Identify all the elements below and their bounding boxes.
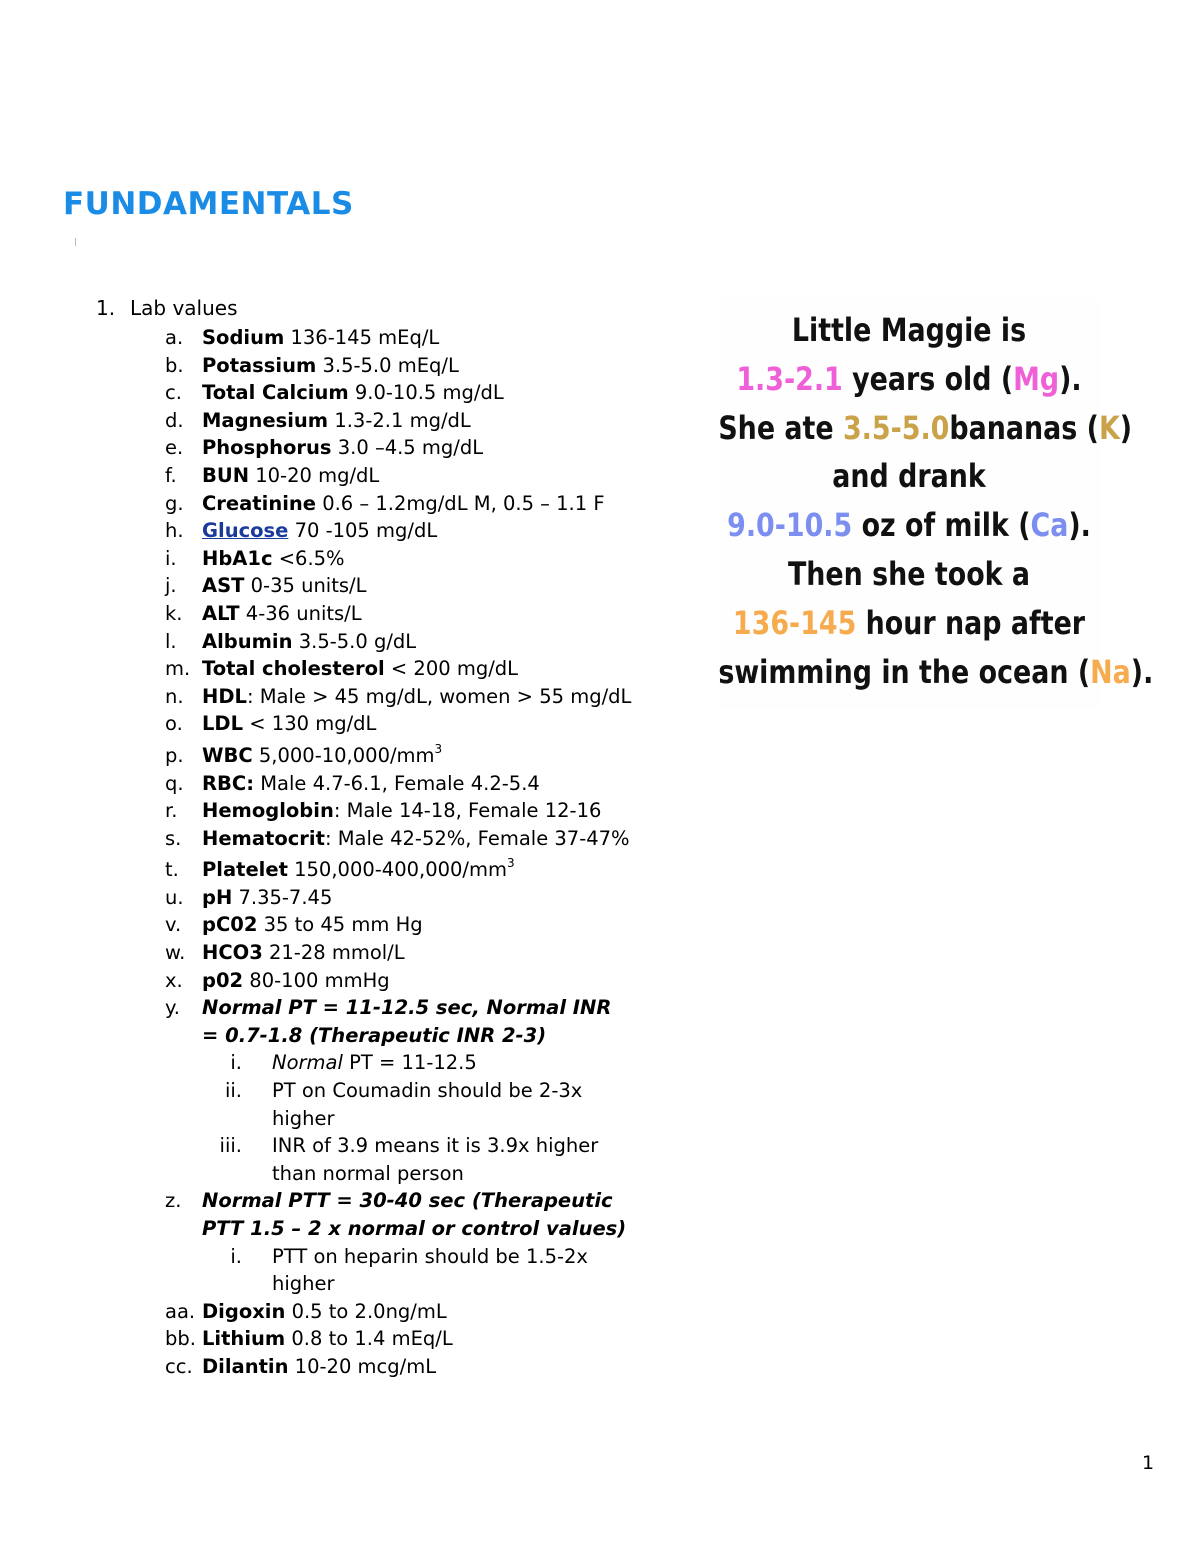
list-item: c. Total Calcium 9.0-10.5 mg/dL	[165, 381, 504, 405]
lab-values-list	[0, 324, 680, 1381]
list-item: q. RBC: Male 4.7-6.1, Female 4.2-5.4	[165, 771, 540, 795]
mnemonic-line: and drank	[832, 457, 986, 496]
sub-item: ii. PT on Coumadin should be 2-3x higher	[224, 1079, 583, 1130]
list-item: d. Magnesium 1.3-2.1 mg/dL	[165, 408, 471, 432]
mnemonic-line: Little Maggie is	[791, 311, 1027, 349]
list-item: n. HDL: Male > 45 mg/dL, women > 55 mg/dL	[165, 684, 632, 708]
list-item: h. Glucose 70 -105 mg/dL	[165, 519, 438, 543]
ptt-item: z. Normal PTT = 30-40 sec (Therapeutic PTT 1.5 – 2 x normal or control values)	[165, 1189, 627, 1240]
page-number: 1	[1142, 1452, 1155, 1474]
section-heading	[96, 296, 238, 320]
list-item: cc. Dilantin 10-20 mcg/mL	[165, 1354, 437, 1378]
list-item: l. Albumin 3.5-5.0 g/dL	[165, 629, 417, 653]
list-item: s. Hematocrit: Male 42-52%, Female 37-47%	[165, 826, 630, 850]
list-item: k. ALT 4-36 units/L	[165, 601, 362, 625]
sub-item: i. Normal PT = 11-12.5	[230, 1051, 477, 1075]
page-title: FUNDAMENTALS	[63, 186, 354, 222]
section-number: 1.	[96, 296, 116, 320]
list-item: p. WBC $5,000-10,000/mm^3$	[165, 741, 443, 767]
list-item: b. Potassium 3.5-5.0 mEq/L	[165, 353, 459, 377]
list-item: t. Platelet $150,000-400,000/mm^3$	[165, 856, 515, 882]
list-item: bb. Lithium 0.8 to 1.4 mEq/L	[165, 1327, 453, 1351]
list-item: r. Hemoglobin: Male 14-18, Female 12-16	[165, 799, 602, 823]
list-item: a. Sodium 136-145 mEq/L	[165, 326, 440, 349]
mnemonic-line: Then she took a	[787, 554, 1031, 593]
section-label: Lab values	[130, 296, 238, 320]
list-item: j. AST 0-35 units/L	[165, 574, 367, 598]
list-item: f. BUN 10-20 mg/dL	[165, 463, 380, 487]
mnemonic-line: She ate 3.5-5.0bananas (K)	[718, 408, 1133, 447]
list-item: w. HCO3 21-28 mmol/L	[165, 941, 405, 965]
list-item: e. Phosphorus 3.0 –4.5 mg/dL	[165, 436, 484, 460]
mnemonic-line: swimming in the ocean (Na).	[718, 652, 1154, 691]
glucose-link[interactable]: Glucose	[202, 519, 289, 543]
list-item: o. LDL < 130 mg/dL	[165, 712, 377, 736]
cursor-mark	[75, 238, 76, 246]
sub-item: i. PTT on heparin should be 1.5-2x higher	[230, 1244, 588, 1296]
mnemonic-image	[718, 298, 1154, 708]
list-item: m. Total cholesterol < 200 mg/dL	[165, 657, 519, 681]
list-item: v. pC02 35 to 45 mm Hg	[165, 913, 423, 937]
mnemonic-line: 1.3-2.1 years old (Mg).	[736, 359, 1082, 398]
mnemonic-line: 9.0-10.5 oz of milk (Ca).	[727, 506, 1091, 545]
list-item: aa. Digoxin 0.5 to 2.0ng/mL	[165, 1299, 447, 1323]
sub-item: iii. INR of 3.9 means it is 3.9x higher than normal person	[219, 1134, 599, 1185]
list-item: i. HbA1c <6.5%	[165, 546, 345, 570]
pt-item: y. Normal PT = 11-12.5 sec, Normal INR = 0.7-1.8 (Therapeutic INR 2-3)	[165, 996, 612, 1047]
list-item: g. Creatinine 0.6 – 1.2mg/dL M, 0.5 – 1.1 F	[165, 491, 605, 515]
list-item: x. p02 80-100 mmHg	[165, 968, 390, 992]
mnemonic-line: 136-145 hour nap after	[732, 603, 1086, 642]
list-item: u. pH 7.35-7.45	[165, 885, 333, 909]
